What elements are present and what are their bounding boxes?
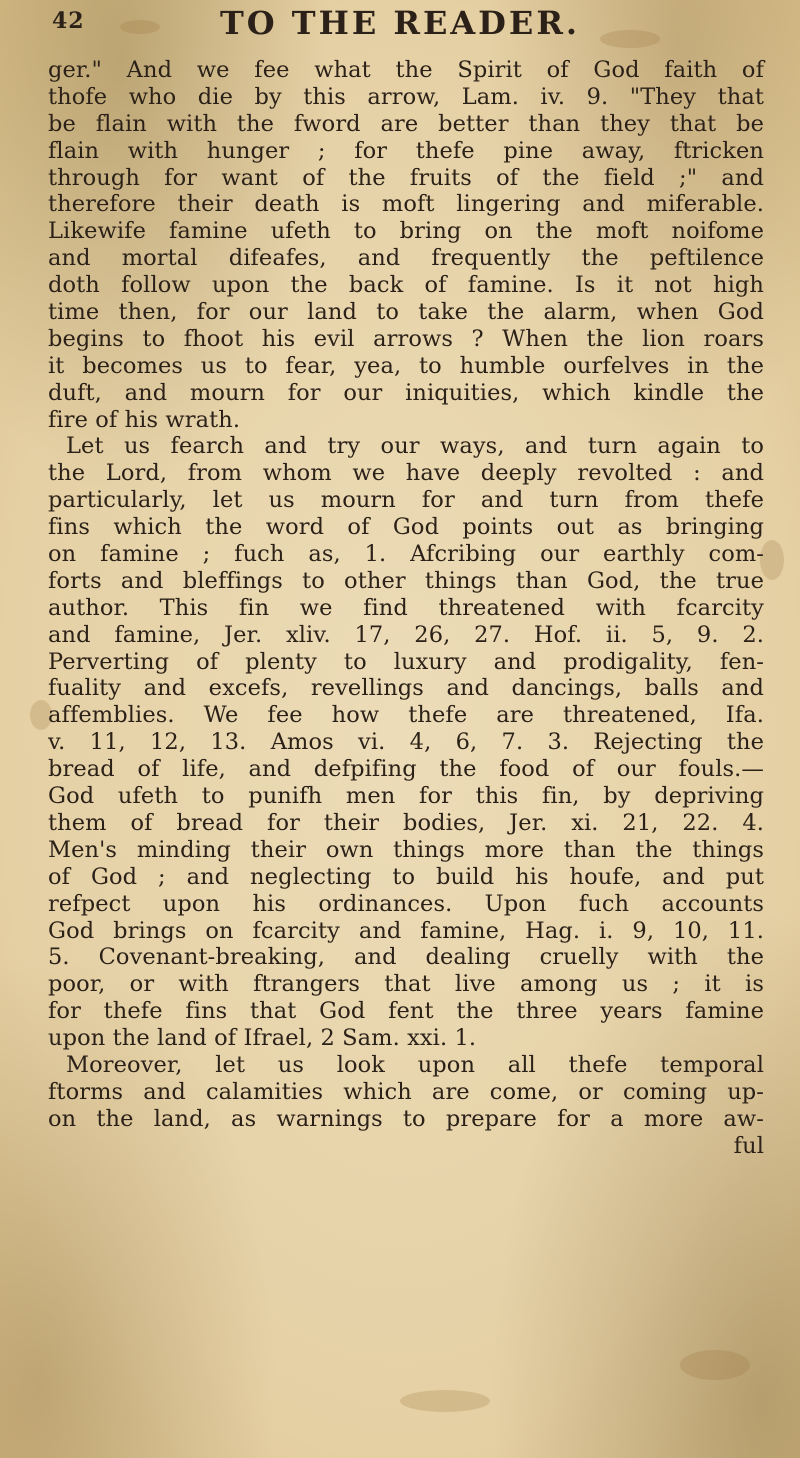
text-line: v. 11, 12, 13. Amos vi. 4, 6, 7. 3. Rejecting the xyxy=(48,729,764,756)
text-line: Men's minding their own things more than the things xyxy=(48,836,764,863)
text-line: the Lord, from whom we have deeply revolted : and xyxy=(48,460,764,487)
paragraph-start: Moreover, let us look upon all thefe temporal xyxy=(66,1051,764,1078)
text-line: it becomes us to fear, yea, to humble ourfelves in the xyxy=(48,352,764,379)
text-line: flain with hunger ; for thefe pine away, ftricken xyxy=(48,137,764,164)
text-line: them of bread for their bodies, Jer. xi. 21, 22. 4. xyxy=(48,809,764,836)
text-line: Perverting of plenty to luxury and prodigality, fen- xyxy=(48,648,764,675)
text-line: refpect upon his ordinances. Upon fuch accounts xyxy=(48,890,764,917)
text-line: affemblies. We fee how thefe are threatened, Ifa. xyxy=(48,702,764,729)
text-line: ger." And we fee what the Spirit of God faith of xyxy=(48,57,764,83)
text-line: duft, and mourn for our iniquities, which kindle the xyxy=(48,379,764,406)
text-line: time then, for our land to take the alarm, when God xyxy=(48,299,764,326)
paragraph-start: Let us fearch and try our ways, and turn again to xyxy=(66,433,764,460)
text-line: Likewife famine ufeth to bring on the moft noifome xyxy=(48,218,764,245)
text-line: for thefe fins that God fent the three years famine xyxy=(48,998,764,1025)
text-line: upon the land of Ifrael, 2 Sam. xxi. 1. xyxy=(48,1025,477,1052)
text-line: fuality and excefs, revellings and dancings, balls and xyxy=(48,675,764,702)
text-line: and famine, Jer. xliv. 17, 26, 27. Hof. ii. 5, 9. 2. xyxy=(48,621,764,648)
catchword: ful xyxy=(733,1132,764,1159)
body-text xyxy=(48,57,764,1160)
page-header xyxy=(0,2,800,52)
text-line: fire of his wrath. xyxy=(48,406,241,433)
text-line: of God ; and neglecting to build his houfe, and put xyxy=(48,863,764,890)
text-line: through for want of the fruits of the field ;" and xyxy=(48,164,764,191)
text-line: God ufeth to punifh men for this fin, by depriving xyxy=(48,783,764,810)
text-line: 5. Covenant-breaking, and dealing cruelly with the xyxy=(48,944,764,971)
text-line: on the land, as warnings to prepare for a more aw- xyxy=(48,1105,764,1132)
text-line: bread of life, and defpifing the food of our fouls.— xyxy=(48,756,764,783)
text-line: and mortal difeafes, and frequently the peftilence xyxy=(48,245,764,272)
foxing-stain xyxy=(680,1350,750,1380)
text-line: author. This fin we find threatened with fcarcity xyxy=(48,594,764,621)
foxing-stain xyxy=(400,1390,490,1412)
text-line: fins which the word of God points out as bringing xyxy=(48,514,764,541)
text-line: therefore their death is moft lingering and miferable. xyxy=(48,191,764,218)
text-line: poor, or with ftrangers that live among us ; it is xyxy=(48,971,764,998)
text-line: particularly, let us mourn for and turn from thefe xyxy=(48,487,764,514)
text-line: doth follow upon the back of famine. Is it not high xyxy=(48,272,764,299)
text-line: on famine ; fuch as, 1. Afcribing our earthly com- xyxy=(48,541,764,568)
text-line: begins to fhoot his evil arrows ? When the lion roars xyxy=(48,325,764,352)
text-line: God brings on fcarcity and famine, Hag. i. 9, 10, 11. xyxy=(48,917,764,944)
running-head: TO THE READER. xyxy=(219,4,581,42)
page-number: 42 xyxy=(52,8,85,34)
text-line: forts and bleffings to other things than God, the true xyxy=(48,567,764,594)
text-line: thofe who die by this arrow, Lam. iv. 9. "They that xyxy=(48,83,764,110)
text-line: be flain with the fword are better than they that be xyxy=(48,110,764,137)
text-line: ftorms and calamities which are come, or coming up- xyxy=(48,1078,764,1105)
